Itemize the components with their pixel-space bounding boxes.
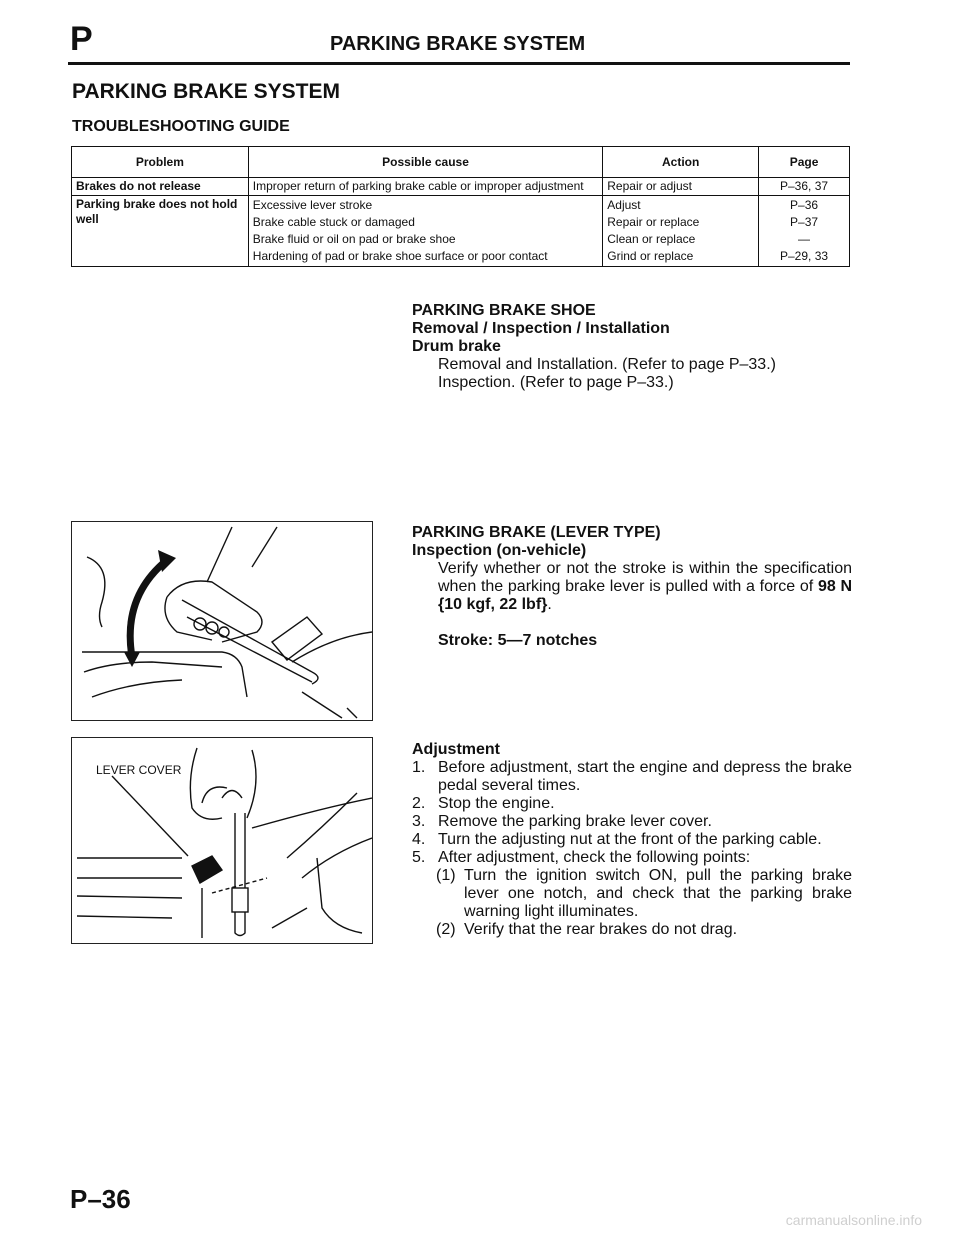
adjustment-sub-step <box>412 867 852 921</box>
shoe-title: PARKING BRAKE SHOE <box>412 302 596 319</box>
drum-brake-heading: Drum brake <box>412 338 501 355</box>
column-header-problem: Problem <box>72 147 249 178</box>
inspection-text <box>412 560 852 614</box>
lever-cover-label: LEVER COVER <box>96 763 182 777</box>
adjustment-step <box>412 759 852 795</box>
lever-adjustment-illustration <box>72 738 372 943</box>
troubleshooting-table <box>71 146 850 267</box>
step-text: Stop the engine. <box>438 795 555 812</box>
action-line: Adjust <box>607 198 641 212</box>
lever-adjustment-figure <box>71 737 373 944</box>
table-row <box>72 178 850 196</box>
sub-step-text: Turn the ignition switch ON, pull the parking brake lever one notch, and check that the parking brake warning light illuminates. <box>464 867 852 920</box>
problem-cell: Parking brake does not hold well <box>72 196 249 267</box>
table-header-row <box>72 147 850 178</box>
column-header-cause: Possible cause <box>248 147 602 178</box>
inspection-heading: Inspection (on-vehicle) <box>412 542 587 559</box>
cause-cell <box>248 196 602 267</box>
adjustment-step <box>412 795 852 813</box>
action-line: Clean or replace <box>607 232 696 246</box>
column-header-page: Page <box>759 147 850 178</box>
step-text: Before adjustment, start the engine and depress the brake pedal several times. <box>438 759 852 794</box>
lever-title: PARKING BRAKE (LEVER TYPE) <box>412 524 661 541</box>
adjustment-section <box>412 741 852 939</box>
shoe-line: Inspection. (Refer to page P–33.) <box>438 374 674 391</box>
problem-cell: Brakes do not release <box>72 178 249 196</box>
inspection-text-end: . <box>547 596 552 613</box>
sub-step-text: Verify that the rear brakes do not drag. <box>464 921 738 938</box>
inspection-text-part: Verify whether or not the stroke is within the specification when the parking brake lever is pulled with a force of <box>438 560 852 595</box>
shoe-section <box>412 302 852 392</box>
adjustment-sub-step <box>412 921 852 939</box>
cause-line: Brake cable stuck or damaged <box>252 215 415 229</box>
shoe-subtitle: Removal / Inspection / Installation <box>412 320 670 337</box>
action-line: Repair or replace <box>607 215 700 229</box>
page-line: P–37 <box>790 215 819 229</box>
cause-line: Hardening of pad or brake shoe surface or poor contact <box>252 249 548 263</box>
step-number: 5. <box>412 849 426 866</box>
section-title: PARKING BRAKE SYSTEM <box>72 80 340 103</box>
step-text: Turn the adjusting nut at the front of the parking cable. <box>438 831 822 848</box>
page-line: P–36 <box>790 198 819 212</box>
cause-cell: Improper return of parking brake cable or improper adjustment <box>248 178 602 196</box>
page-cell <box>759 196 850 267</box>
adjustment-step <box>412 849 852 867</box>
column-header-action: Action <box>603 147 759 178</box>
force-spec: 98 N {10 kgf, 22 lbf} <box>438 578 853 613</box>
action-cell <box>603 196 759 267</box>
stroke-spec: Stroke: 5—7 notches <box>438 632 598 649</box>
table-row <box>72 196 850 267</box>
sub-step-number: (1) <box>436 867 456 884</box>
lever-section <box>412 524 852 650</box>
action-line: Grind or replace <box>607 249 694 263</box>
step-text: Remove the parking brake lever cover. <box>438 813 712 830</box>
troubleshooting-title: TROUBLESHOOTING GUIDE <box>72 118 290 135</box>
step-text: After adjustment, check the following points: <box>438 849 751 866</box>
sub-step-number: (2) <box>436 921 456 938</box>
step-number: 1. <box>412 759 426 776</box>
shoe-line: Removal and Installation. (Refer to page P–33.) <box>438 356 776 373</box>
watermark-text: carmanualsonline.info <box>785 1212 922 1228</box>
header-rule <box>68 62 850 65</box>
adjustment-step <box>412 813 852 831</box>
action-cell: Repair or adjust <box>603 178 759 196</box>
running-header-title: PARKING BRAKE SYSTEM <box>330 33 586 55</box>
page-cell: P–36, 37 <box>759 178 850 196</box>
adjustment-heading: Adjustment <box>412 741 500 758</box>
section-letter: P <box>70 20 93 58</box>
step-number: 4. <box>412 831 426 848</box>
page-line: P–29, 33 <box>780 249 829 263</box>
lever-pull-illustration <box>72 522 372 720</box>
page-number: P–36 <box>70 1184 131 1214</box>
page-line: — <box>798 232 811 246</box>
step-number: 2. <box>412 795 426 812</box>
lever-pull-figure <box>71 521 373 721</box>
step-number: 3. <box>412 813 426 830</box>
cause-line: Excessive lever stroke <box>252 198 373 212</box>
adjustment-step <box>412 831 852 849</box>
cause-line: Brake fluid or oil on pad or brake shoe <box>252 232 456 246</box>
